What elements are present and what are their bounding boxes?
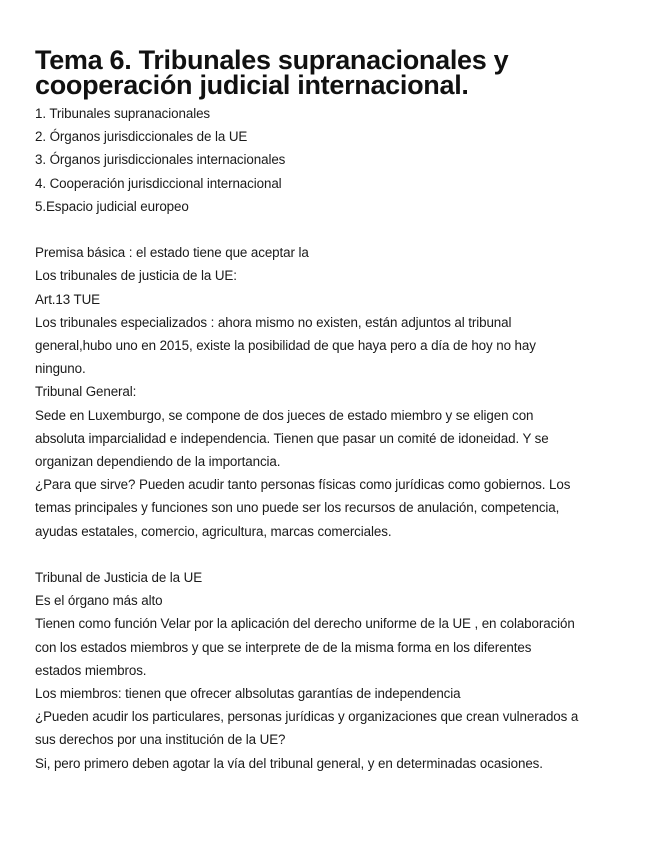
text-line: Los tribunales de justicia de la UE: [35, 268, 237, 284]
title-line: cooperación judicial internacional. [35, 70, 469, 100]
text-line: Sede en Luxemburgo, se compone de dos jueces de estado miembro y se eligen con [35, 407, 534, 423]
text-line: con los estados miembros y que se interprete de de la misma forma en los diferentes [35, 639, 532, 655]
toc-item: 4. Cooperación jurisdiccional internacional [35, 175, 282, 191]
text-line: ¿Pueden acudir los particulares, personas jurídicas y organizaciones que crean vulnerados a [35, 709, 579, 725]
section-tribunal-justicia [35, 566, 625, 775]
section-tribunal-general [35, 241, 625, 543]
text-line: ayudas estatales, comercio, agricultura, marcas comerciales. [35, 523, 392, 539]
toc-item: 1. Tribunales supranacionales [35, 106, 211, 121]
text-line: Los miembros: tienen que ofrecer albsolutas garantías de independencia [35, 686, 461, 702]
text-line: Tribunal General: [35, 384, 137, 400]
title-line: Tema 6. Tribunales supranacionales y [35, 45, 509, 75]
page-title [35, 45, 625, 100]
text-line: Los tribunales especializados : ahora mismo no existen, están adjuntos al tribunal [35, 314, 512, 330]
text-line: organizan dependiendo de la importancia. [35, 454, 281, 470]
spacer [35, 543, 625, 566]
text-line: ¿Para que sirve? Pueden acudir tanto personas físicas como jurídicas como gobiernos. Los [35, 477, 571, 493]
toc-item: 2. Órganos jurisdiccionales de la UE [35, 129, 248, 145]
text-line: general,hubo uno en 2015, existe la posibilidad de que haya pero a día de hoy no hay [35, 338, 536, 354]
text-line: Es el órgano más alto [35, 593, 163, 609]
text-line: ninguno. [35, 361, 86, 377]
document-page [35, 45, 625, 775]
toc-item: 3. Órganos jurisdiccionales internacionales [35, 152, 286, 168]
toc-item: 5.Espacio judicial europeo [35, 198, 189, 214]
text-line: Tienen como función Velar por la aplicación del derecho uniforme de la UE , en colaboración [35, 616, 575, 632]
text-line: absoluta imparcialidad e independencia. Tienen que pasar un comité de idoneidad. Y se [35, 430, 549, 446]
text-line: temas principales y funciones son uno puede ser los recursos de anulación, competencia, [35, 500, 560, 516]
text-line: sus derechos por una institución de la UE? [35, 732, 286, 748]
text-line: Si, pero primero deben agotar la vía del tribunal general, y en determinadas ocasiones. [35, 755, 543, 771]
text-line: Art.13 TUE [35, 291, 100, 307]
text-line: Premisa básica : el estado tiene que aceptar la [35, 245, 309, 261]
text-line: Tribunal de Justicia de la UE [35, 570, 203, 586]
table-of-contents [35, 102, 625, 218]
spacer [35, 218, 625, 241]
text-line: estados miembros. [35, 662, 147, 678]
